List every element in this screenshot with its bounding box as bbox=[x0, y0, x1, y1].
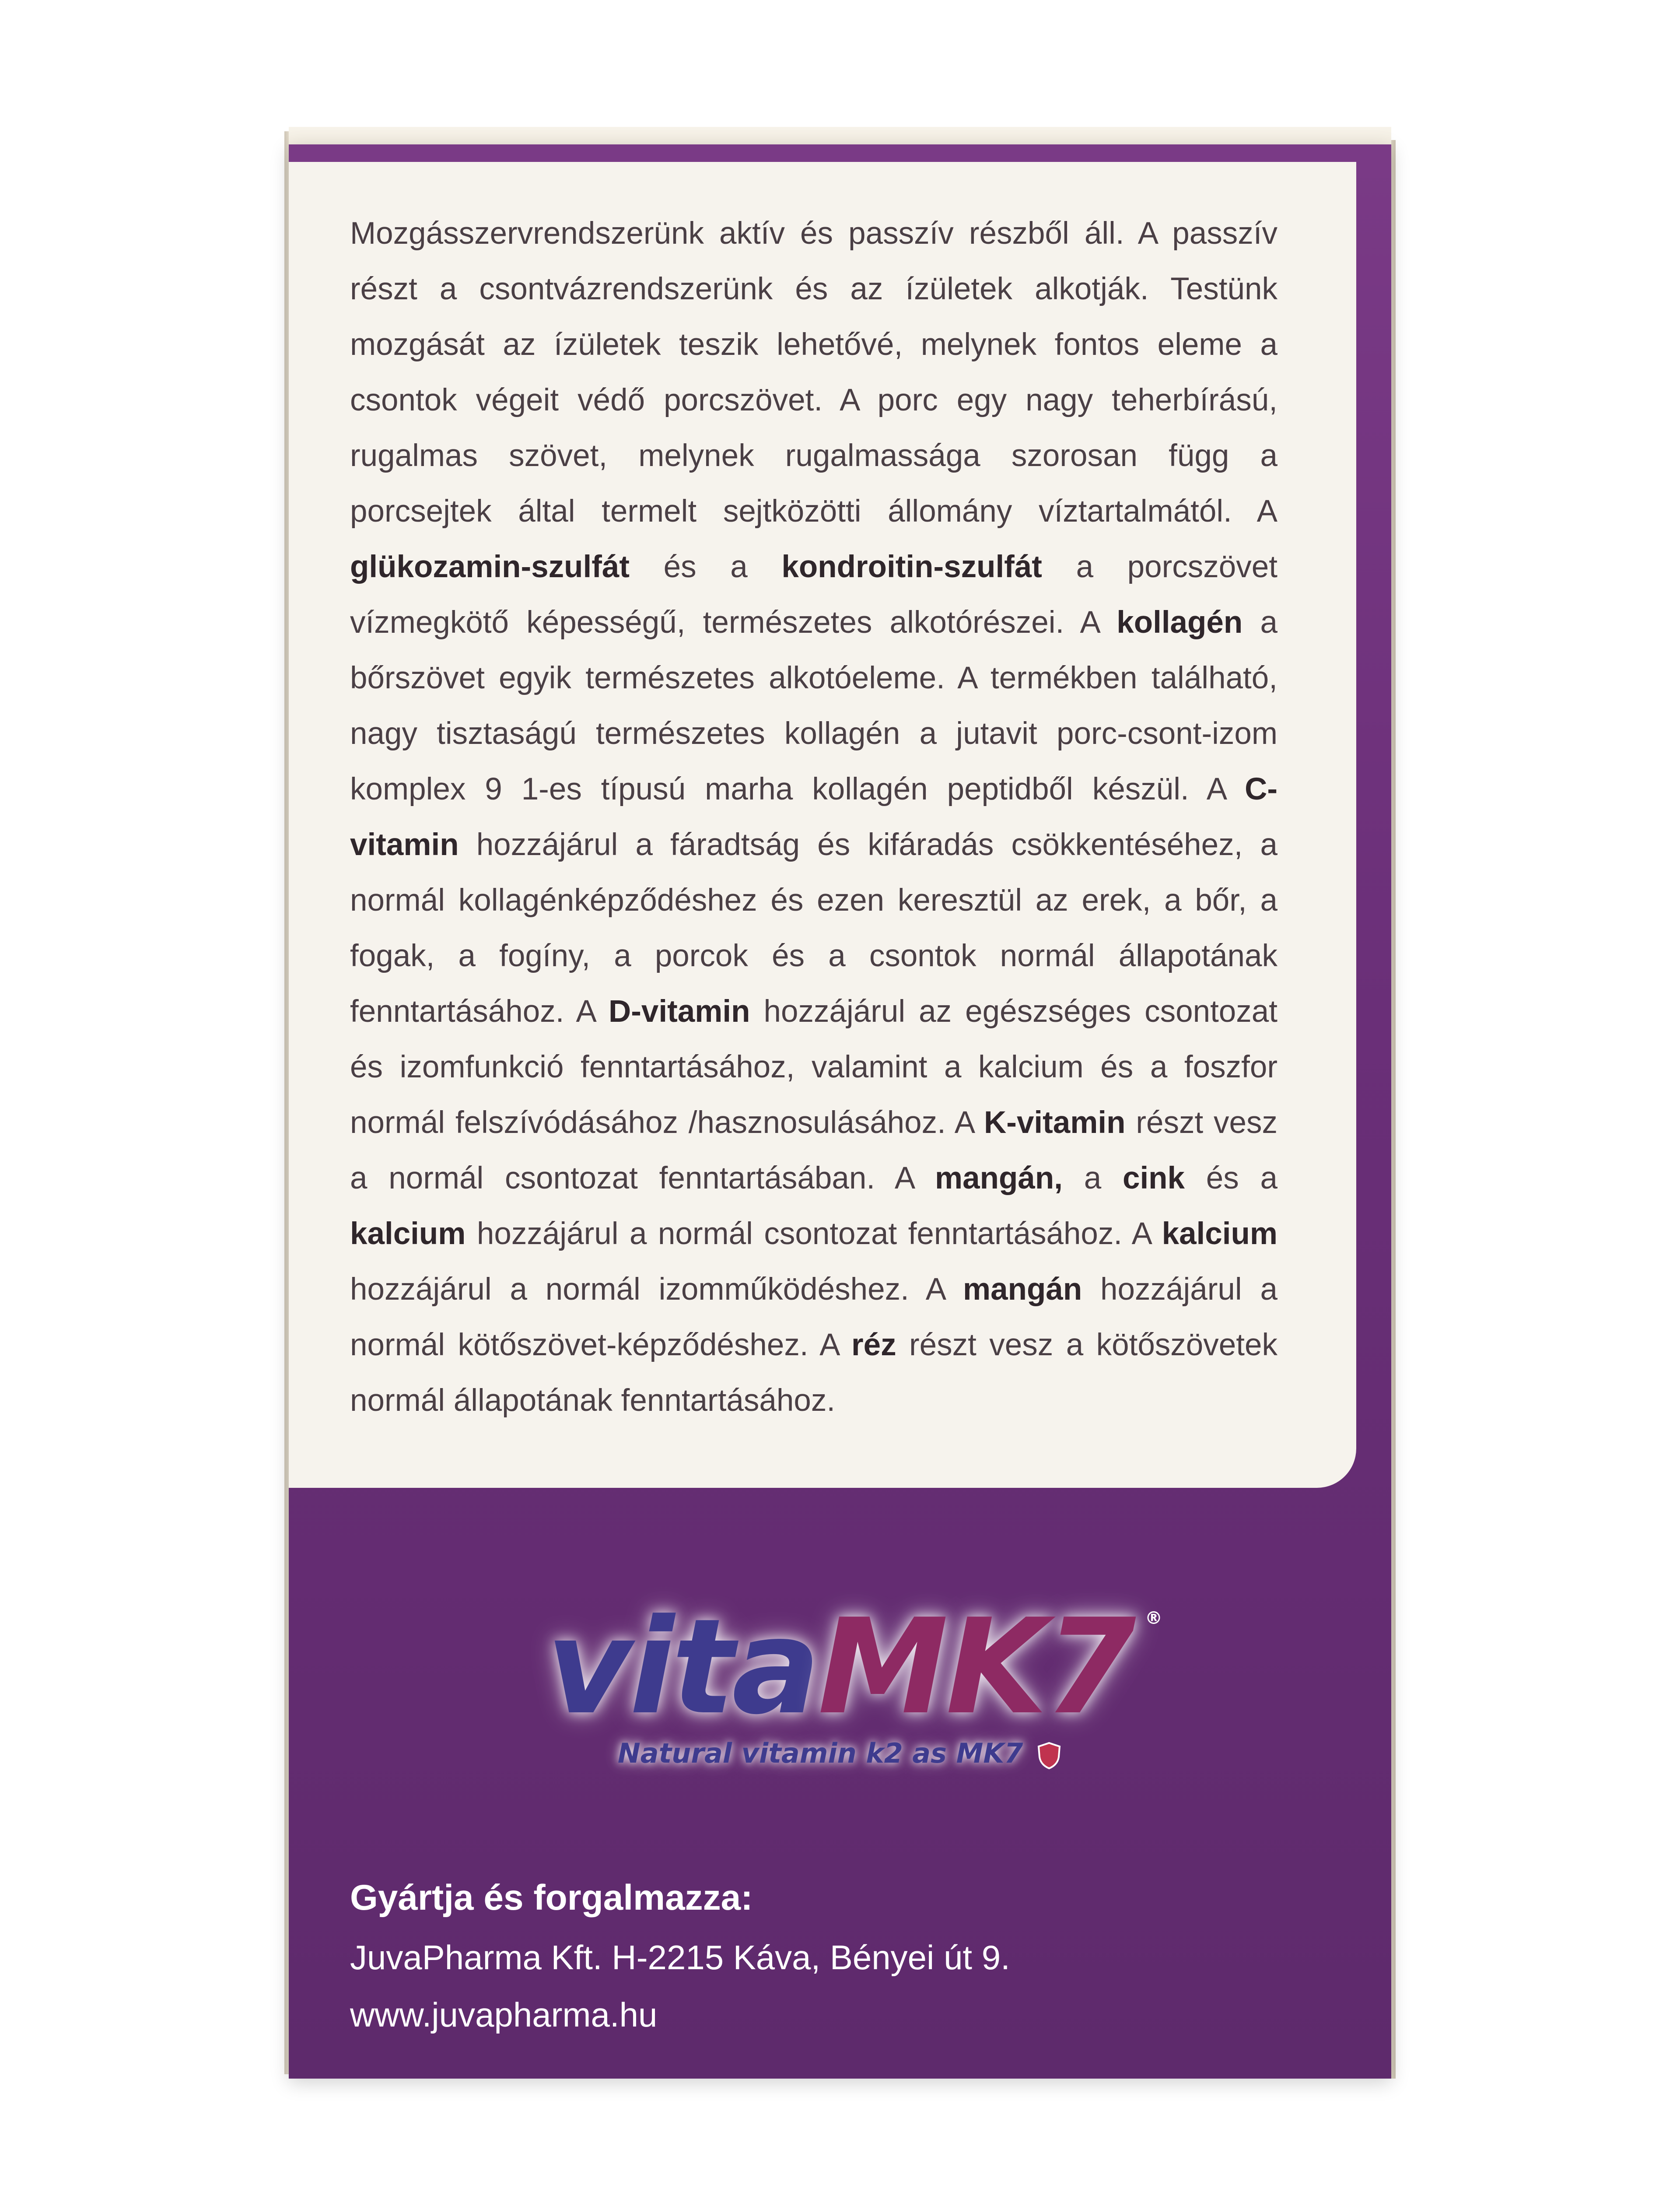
manufacturer-title: Gyártja és forgalmazza: bbox=[350, 1878, 753, 1918]
description-run: részt vesz a normál csontozat fenntartásában. A bbox=[350, 1105, 1278, 1196]
description-bold-term: kondroitin-szulfát bbox=[781, 550, 1042, 584]
description-run: hozzájárul a fáradtság és kifáradás csökkentéséhez, a normál kollagénképződéshez és ezen keresztül az erek, a bőr, a fogak, a fogíny, a porcok és a csontok normál állapotának fenntartásához. A bbox=[350, 828, 1278, 1029]
description-run: a bőrszövet egyik természetes alkotóeleme. A termékben található, nagy tisztaságú természetes kollagén a jutavit porc-csont-izom komplex 9 1-es típusú marha kollagén peptidből készül. A bbox=[350, 605, 1278, 806]
description-bold-term: kollagén bbox=[1116, 605, 1243, 640]
shield-icon bbox=[1036, 1741, 1062, 1769]
description-run: a bbox=[1063, 1161, 1123, 1196]
description-text bbox=[350, 206, 1278, 1428]
logo-mk7-text: MK7 bbox=[818, 1591, 1134, 1743]
description-panel bbox=[289, 162, 1356, 1488]
registered-mark: ® bbox=[1145, 1608, 1160, 1628]
description-bold-term: K-vitamin bbox=[984, 1105, 1126, 1140]
tagline-text: Natural vitamin k2 as MK7 bbox=[617, 1737, 1023, 1769]
brand-logo bbox=[289, 1591, 1391, 1769]
description-run: és a bbox=[1185, 1161, 1278, 1196]
manufacturer-website: www.juvapharma.hu bbox=[350, 1995, 658, 2034]
description-bold-term: mangán bbox=[963, 1272, 1082, 1307]
logo-wordmark bbox=[546, 1591, 1160, 1743]
description-run: hozzájárul az egészséges csontozat és izomfunkció fenntartásához, valamint a kalcium és a foszfor normál felszívódásához /hasznosulásához. A bbox=[350, 994, 1278, 1140]
description-run: hozzájárul a normál csontozat fenntartásához. A bbox=[466, 1217, 1162, 1251]
description-bold-term: cink bbox=[1122, 1161, 1185, 1196]
description-bold-term: kalcium bbox=[1162, 1217, 1278, 1251]
description-run: hozzájárul a normál izomműködéshez. A bbox=[350, 1272, 963, 1307]
description-bold-term: D-vitamin bbox=[609, 994, 750, 1029]
manufacturer-address: JuvaPharma Kft. H-2215 Káva, Bényei út 9. bbox=[350, 1938, 1010, 1977]
description-bold-term: mangán, bbox=[935, 1161, 1063, 1196]
description-run: hozzájárul a normál kötőszövet-képződéshez. A bbox=[350, 1272, 1278, 1362]
description-bold-term: glükozamin-szulfát bbox=[350, 550, 630, 584]
description-run: részt vesz a kötőszövetek normál állapotának fenntartásához. bbox=[350, 1328, 1278, 1418]
product-box-back bbox=[289, 144, 1391, 2079]
description-run: és a bbox=[630, 550, 782, 584]
logo-vita-text: vita bbox=[546, 1591, 818, 1743]
description-bold-term: kalcium bbox=[350, 1217, 466, 1251]
description-bold-term: C-vitamin bbox=[350, 772, 1278, 862]
manufacturer-info bbox=[350, 1877, 1010, 2052]
description-run: Mozgásszervrendszerünk aktív és passzív részből áll. A passzív részt a csontvázrendszerünk és az ízületek alkotják. Testünk mozgását az ízületek teszik lehetővé, melynek fontos eleme a csontok végeit védő porcszövet. A porc egy nagy teherbírású, rugalmas szövet, melynek rugalmassága szorosan függ a porcsejtek által termelt sejtközötti állomány víztartalmától. A bbox=[350, 216, 1278, 529]
description-bold-term: réz bbox=[851, 1328, 896, 1362]
description-run: a porcszövet vízmegkötő képességű, természetes alkotórészei. A bbox=[350, 550, 1278, 640]
